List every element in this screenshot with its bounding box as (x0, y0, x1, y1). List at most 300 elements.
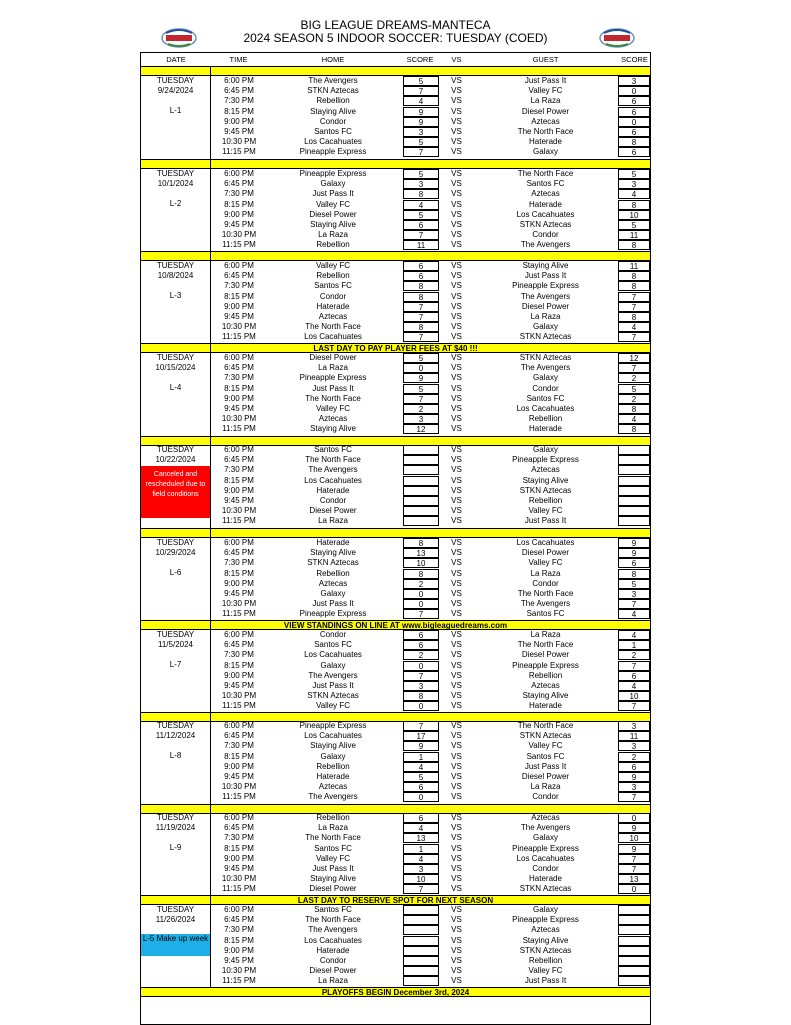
guest-score: 9 (618, 538, 650, 548)
vs-label: VS (451, 761, 462, 771)
week-date: 11/19/2024 (155, 823, 196, 832)
home-score (403, 936, 439, 946)
guest-score: 4 (618, 609, 650, 619)
vs-label: VS (451, 261, 462, 270)
home-score: 13 (403, 833, 439, 843)
home-team: Santos FC (314, 281, 352, 291)
guest-team: Condor (532, 578, 559, 588)
week-day: TUESDAY (156, 76, 195, 85)
vs-label: VS (451, 516, 462, 526)
home-score: 6 (403, 630, 439, 640)
guest-score (618, 455, 650, 465)
home-score: 10 (403, 874, 439, 884)
home-team: The Avengers (308, 670, 358, 680)
guest-team: Valley FC (528, 966, 563, 976)
guest-team: Valley FC (528, 558, 563, 568)
week-date: 10/8/2024 (157, 271, 194, 280)
vs-label: VS (451, 956, 462, 965)
guest-score: 8 (618, 271, 650, 281)
game-time: 7:30 PM (224, 189, 254, 199)
guest-score (618, 936, 650, 946)
guest-score: 6 (618, 147, 650, 157)
home-score: 2 (403, 404, 439, 414)
vs-label: VS (451, 455, 462, 465)
home-team: Haterade (316, 485, 350, 495)
game-time: 9:45 PM (224, 681, 254, 690)
game-time: 9:00 PM (224, 670, 254, 680)
game-time: 11:15 PM (222, 701, 256, 711)
vs-label: VS (451, 496, 462, 505)
game-time: 7:30 PM (224, 741, 254, 751)
game-time: 10:30 PM (221, 506, 257, 516)
guest-score: 4 (618, 681, 650, 691)
game-time: 9:00 PM (224, 116, 254, 126)
guest-team: The North Face (517, 640, 574, 650)
week-label: L-3 (169, 291, 182, 300)
guest-score (618, 925, 650, 935)
guest-team: Pineapple Express (512, 660, 579, 670)
home-score: 11 (403, 240, 439, 250)
vs-label: VS (451, 363, 462, 373)
home-team: Los Cacahuates (304, 650, 362, 660)
vs-label: VS (451, 660, 462, 670)
guest-score: 8 (618, 569, 650, 579)
vs-label: VS (451, 741, 462, 751)
home-score (403, 486, 439, 496)
week-label: L-9 (169, 843, 182, 852)
guest-score: 6 (618, 107, 650, 117)
week-date: 10/1/2024 (157, 179, 194, 188)
home-score: 8 (403, 569, 439, 579)
home-team: Galaxy (320, 179, 346, 189)
vs-label: VS (451, 199, 462, 209)
home-score: 7 (403, 721, 439, 731)
week-label: L-6 (169, 568, 182, 577)
game-time: 8:15 PM (224, 475, 254, 485)
game-time: 9:45 PM (224, 956, 254, 965)
guest-team: Just Pass It (524, 761, 567, 771)
home-score: 1 (403, 752, 439, 762)
home-team: Diesel Power (309, 966, 357, 976)
vs-label: VS (451, 609, 462, 619)
guest-score: 0 (618, 86, 650, 96)
game-time: 10:30 PM (221, 230, 257, 240)
home-score: 0 (403, 792, 439, 802)
game-time: 9:45 PM (224, 220, 254, 229)
guest-score: 8 (618, 404, 650, 414)
game-time: 9:00 PM (224, 853, 254, 863)
guest-score (618, 956, 650, 966)
vs-label: VS (451, 650, 462, 660)
home-team: Staying Alive (310, 220, 356, 229)
week-date: 10/15/2024 (155, 363, 196, 372)
guest-score (618, 496, 650, 506)
vs-label: VS (451, 209, 462, 219)
home-team: The Avengers (308, 925, 358, 935)
guest-team: Valley FC (528, 741, 563, 751)
home-score: 8 (403, 281, 439, 291)
guest-team: Staying Alive (522, 261, 569, 270)
home-score: 4 (403, 96, 439, 106)
guest-team: Pineapple Express (512, 455, 579, 465)
separator-band (141, 159, 650, 169)
game-time: 10:30 PM (221, 599, 257, 609)
home-team: Rebellion (316, 96, 350, 106)
home-score: 9 (403, 117, 439, 127)
header-score-guest: SCORE (621, 55, 648, 64)
home-team: La Raza (318, 823, 348, 833)
home-team: Rebellion (316, 271, 350, 281)
game-time: 6:45 PM (224, 640, 254, 650)
guest-team: Santos FC (526, 609, 565, 619)
guest-team: Los Cacahuates (516, 538, 575, 547)
guest-score: 4 (618, 630, 650, 640)
guest-score (618, 946, 650, 956)
game-time: 7:30 PM (224, 373, 254, 383)
vs-label: VS (451, 691, 462, 701)
game-time: 7:30 PM (224, 833, 254, 843)
game-time: 10:30 PM (221, 322, 257, 332)
home-score: 0 (403, 363, 439, 373)
guest-score (618, 476, 650, 486)
week-note-makeup: L-5 Make up week (141, 934, 210, 956)
guest-score: 0 (618, 813, 650, 823)
home-score: 6 (403, 220, 439, 230)
home-score: 8 (403, 322, 439, 332)
game-time: 9:00 PM (224, 393, 254, 403)
vs-label: VS (451, 147, 462, 157)
home-team: Aztecas (318, 414, 348, 424)
vs-label: VS (451, 230, 462, 240)
guest-team: STKN Aztecas (519, 332, 572, 342)
guest-team: Haterade (529, 137, 562, 147)
guest-team: The Avengers (520, 240, 571, 250)
vs-label: VS (451, 393, 462, 403)
guest-team: Condor (532, 230, 559, 240)
home-score: 6 (403, 271, 439, 281)
week-day: TUESDAY (156, 445, 195, 454)
guest-score: 11 (618, 230, 650, 240)
home-score: 7 (403, 671, 439, 681)
home-score: 3 (403, 864, 439, 874)
game-time: 6:45 PM (224, 455, 254, 465)
home-score: 5 (403, 772, 439, 782)
game-time: 11:15 PM (222, 332, 256, 342)
game-time: 8:15 PM (224, 383, 254, 393)
home-team: Just Pass It (312, 189, 354, 199)
home-team: Rebellion (316, 568, 350, 578)
guest-team: Pineapple Express (512, 915, 579, 925)
guest-team: La Raza (530, 782, 561, 792)
guest-score: 6 (618, 127, 650, 137)
guest-score: 7 (618, 302, 650, 312)
home-team: Los Cacahuates (304, 332, 362, 342)
game-time: 11:15 PM (222, 884, 256, 894)
vs-label: VS (451, 782, 462, 792)
home-team: Los Cacahuates (304, 137, 362, 147)
home-team: Condor (319, 956, 347, 965)
vs-label: VS (451, 86, 462, 96)
guest-team: Valley FC (528, 506, 563, 516)
game-time: 8:15 PM (224, 935, 254, 945)
home-score: 8 (403, 292, 439, 302)
guest-team: The North Face (517, 589, 574, 598)
vs-label: VS (451, 404, 462, 413)
home-team: Condor (319, 116, 347, 126)
home-team: La Raza (318, 516, 348, 526)
guest-team: Galaxy (533, 833, 558, 843)
vs-label: VS (451, 240, 462, 250)
guest-score: 6 (618, 558, 650, 568)
guest-score: 6 (618, 671, 650, 681)
home-score (403, 956, 439, 966)
guest-score: 5 (618, 220, 650, 230)
vs-label: VS (451, 681, 462, 690)
home-score (403, 465, 439, 475)
vs-label: VS (451, 96, 462, 106)
vs-label: VS (451, 751, 462, 761)
banner-standings: VIEW STANDINGS ON LINE AT www.bigleaguedreams.com (141, 620, 650, 630)
home-score: 10 (403, 558, 439, 568)
home-score: 7 (403, 884, 439, 894)
week-note-canceled: Canceled and rescheduled due to field conditions (141, 466, 210, 518)
vs-label: VS (451, 731, 462, 741)
game-time: 11:15 PM (222, 240, 256, 250)
guest-team: The Avengers (520, 291, 571, 301)
home-score: 3 (403, 179, 439, 189)
game-time: 6:00 PM (224, 261, 254, 270)
home-team: Los Cacahuates (304, 731, 362, 741)
home-score: 7 (403, 609, 439, 619)
vs-label: VS (451, 301, 462, 311)
home-score (403, 496, 439, 506)
vs-label: VS (451, 76, 462, 85)
week-date: 9/24/2024 (157, 86, 194, 95)
vs-label: VS (451, 312, 462, 321)
home-team: Santos FC (314, 127, 352, 136)
guest-score: 4 (618, 322, 650, 332)
week-day: TUESDAY (156, 721, 195, 730)
guest-team: Staying Alive (522, 691, 569, 701)
home-team: Los Cacahuates (304, 475, 362, 485)
game-time: 10:30 PM (221, 691, 257, 701)
home-team: Haterade (316, 772, 350, 781)
home-team: Santos FC (314, 640, 352, 650)
guest-score (618, 506, 650, 516)
home-score: 5 (403, 137, 439, 147)
week-day: TUESDAY (156, 905, 195, 914)
guest-score: 2 (618, 650, 650, 660)
week-day: TUESDAY (156, 353, 195, 362)
home-score: 7 (403, 230, 439, 240)
guest-team: Condor (532, 383, 559, 393)
home-score (403, 476, 439, 486)
guest-score (618, 976, 650, 986)
home-team: Diesel Power (309, 884, 357, 894)
home-score: 7 (403, 147, 439, 157)
game-time: 9:45 PM (224, 864, 254, 873)
home-team: The North Face (305, 455, 361, 465)
week-day: TUESDAY (156, 630, 195, 639)
game-time: 6:00 PM (224, 538, 254, 547)
vs-label: VS (451, 445, 462, 454)
guest-team: Haterade (529, 874, 562, 884)
game-time: 8:15 PM (224, 843, 254, 853)
game-time: 10:30 PM (221, 414, 257, 424)
page-title: BIG LEAGUE DREAMS-MANTECA (300, 18, 491, 32)
guest-team: Galaxy (533, 905, 558, 914)
guest-team: Galaxy (533, 373, 558, 383)
banner-playoffs: PLAYOFFS BEGIN December 3rd, 2024 (141, 987, 650, 997)
guest-score: 3 (618, 782, 650, 792)
guest-team: Aztecas (531, 925, 560, 935)
home-team: Valley FC (315, 853, 351, 863)
guest-team: Aztecas (531, 116, 560, 126)
game-time: 9:00 PM (224, 485, 254, 495)
vs-label: VS (451, 271, 462, 281)
guest-team: Diesel Power (521, 301, 570, 311)
guest-score: 7 (618, 701, 650, 711)
home-score: 13 (403, 548, 439, 558)
guest-team: Aztecas (531, 465, 560, 475)
vs-label: VS (451, 558, 462, 568)
guest-score: 5 (618, 384, 650, 394)
vs-label: VS (451, 966, 462, 976)
home-score: 6 (403, 640, 439, 650)
home-team: Valley FC (315, 404, 351, 413)
vs-label: VS (451, 772, 462, 781)
home-team: Galaxy (320, 660, 346, 670)
guest-team: Los Cacahuates (516, 209, 575, 219)
home-team: Valley FC (315, 199, 351, 209)
guest-score: 4 (618, 414, 650, 424)
guest-team: Haterade (529, 424, 562, 434)
vs-label: VS (451, 701, 462, 711)
home-team: The Avengers (308, 792, 358, 802)
home-team: Condor (319, 630, 347, 639)
game-time: 7:30 PM (224, 650, 254, 660)
guest-score: 3 (618, 589, 650, 599)
guest-team: Diesel Power (521, 650, 570, 660)
vs-label: VS (451, 599, 462, 609)
home-score: 3 (403, 681, 439, 691)
vs-label: VS (451, 538, 462, 547)
guest-team: Los Cacahuates (516, 853, 575, 863)
guest-team: Aztecas (531, 813, 560, 822)
home-team: Haterade (316, 301, 350, 311)
guest-score: 10 (618, 210, 650, 220)
guest-score (618, 486, 650, 496)
header-score-home: SCORE (406, 55, 434, 64)
league-logo-right (598, 27, 636, 49)
game-time: 6:45 PM (224, 271, 254, 281)
guest-team: STKN Aztecas (519, 220, 572, 229)
home-team: Just Pass It (312, 681, 354, 690)
game-time: 9:00 PM (224, 209, 254, 219)
guest-score: 9 (618, 844, 650, 854)
vs-label: VS (451, 322, 462, 332)
home-team: Staying Alive (310, 741, 356, 751)
home-score: 3 (403, 127, 439, 137)
guest-score: 3 (618, 179, 650, 189)
guest-score (618, 905, 650, 915)
guest-score (618, 445, 650, 455)
game-time: 9:45 PM (224, 496, 254, 505)
guest-team: The North Face (517, 127, 574, 136)
banner-reserve: LAST DAY TO RESERVE SPOT FOR NEXT SEASON (141, 895, 650, 905)
guest-team: Los Cacahuates (516, 404, 575, 413)
week-date: 10/22/2024 (155, 455, 196, 464)
home-team: Pineapple Express (299, 609, 367, 619)
guest-score: 10 (618, 833, 650, 843)
home-team: The Avengers (308, 465, 358, 475)
home-score: 2 (403, 650, 439, 660)
game-time: 9:00 PM (224, 578, 254, 588)
vs-label: VS (451, 424, 462, 434)
guest-team: The North Face (517, 721, 574, 730)
guest-score: 8 (618, 137, 650, 147)
game-time: 6:45 PM (224, 915, 254, 925)
guest-score: 8 (618, 200, 650, 210)
game-time: 10:30 PM (221, 966, 257, 976)
vs-label: VS (451, 884, 462, 894)
home-score: 5 (403, 76, 439, 86)
home-score: 0 (403, 661, 439, 671)
guest-score: 5 (618, 579, 650, 589)
game-time: 6:00 PM (224, 721, 254, 730)
guest-team: The Avengers (520, 363, 571, 373)
guest-score: 8 (618, 240, 650, 250)
guest-team: Just Pass It (524, 76, 567, 85)
home-score: 4 (403, 823, 439, 833)
guest-score (618, 465, 650, 475)
guest-team: Valley FC (528, 86, 563, 96)
home-score: 0 (403, 589, 439, 599)
guest-score: 7 (618, 854, 650, 864)
home-team: Aztecas (318, 312, 348, 321)
game-time: 11:15 PM (222, 792, 256, 802)
vs-label: VS (451, 475, 462, 485)
home-score: 5 (403, 384, 439, 394)
game-time: 9:00 PM (224, 945, 254, 955)
guest-score: 11 (618, 731, 650, 741)
vs-label: VS (451, 670, 462, 680)
game-time: 11:15 PM (222, 516, 256, 526)
game-time: 9:45 PM (224, 772, 254, 781)
guest-score (618, 516, 650, 526)
game-time: 9:45 PM (224, 127, 254, 136)
guest-score: 7 (618, 792, 650, 802)
home-team: Pineapple Express (299, 721, 367, 730)
home-score: 7 (403, 332, 439, 342)
guest-score: 7 (618, 363, 650, 373)
game-time: 8:15 PM (224, 291, 254, 301)
vs-label: VS (451, 925, 462, 935)
home-team: STKN Aztecas (307, 691, 359, 701)
home-score: 3 (403, 414, 439, 424)
game-time: 9:45 PM (224, 589, 254, 598)
home-score: 9 (403, 741, 439, 751)
vs-label: VS (451, 721, 462, 730)
home-team: Condor (319, 291, 347, 301)
guest-score: 13 (618, 874, 650, 884)
home-team: Rebellion (316, 761, 350, 771)
vs-label: VS (451, 630, 462, 639)
guest-team: Galaxy (533, 147, 558, 157)
home-score: 4 (403, 200, 439, 210)
game-time: 9:45 PM (224, 404, 254, 413)
home-team: Aztecas (318, 578, 348, 588)
